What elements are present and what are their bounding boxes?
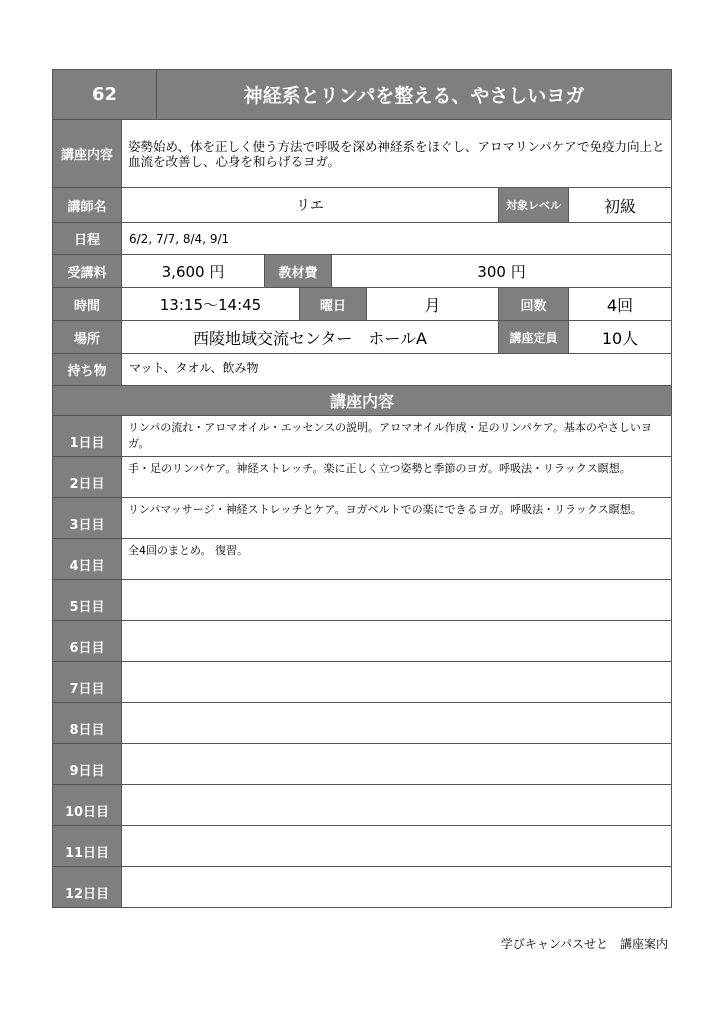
course-sheet — [52, 69, 672, 908]
day-row — [52, 744, 672, 785]
day-text: 全4回のまとめ。 復習。 — [121, 539, 671, 579]
day-row — [52, 826, 672, 867]
day-label: 3日目 — [53, 498, 121, 538]
content-label: 講座内容 — [53, 120, 121, 187]
day-label: 9日目 — [53, 744, 121, 784]
day-row — [52, 867, 672, 908]
day-label: 4日目 — [53, 539, 121, 579]
fee-label: 受講料 — [53, 255, 121, 287]
course-number: 62 — [53, 70, 156, 119]
course-title: 神経系とリンパを整える、やさしいヨガ — [156, 70, 671, 119]
title-row — [52, 69, 672, 120]
sessions-value: 4回 — [568, 288, 671, 320]
material-fee-value: 300 円 — [331, 255, 671, 287]
weekday-label: 曜日 — [299, 288, 366, 320]
place-label: 場所 — [53, 321, 121, 353]
day-row — [52, 785, 672, 826]
day-row — [52, 498, 672, 539]
day-label: 11日目 — [53, 826, 121, 866]
content-text: 姿勢始め、体を正しく使う方法で呼吸を深め神経系をほぐし、アロマリンパケアで免疫力向上と血流を改善し、心身を和らげるヨガ。 — [121, 120, 671, 187]
schedule-label: 日程 — [53, 223, 121, 254]
day-row — [52, 539, 672, 580]
weekday-value: 月 — [366, 288, 498, 320]
day-row — [52, 457, 672, 498]
day-label: 8日目 — [53, 703, 121, 743]
instructor-label: 講師名 — [53, 188, 121, 222]
fee-row — [52, 255, 672, 288]
day-label: 12日目 — [53, 867, 121, 907]
day-row — [52, 703, 672, 744]
time-value: 13:15～14:45 — [121, 288, 299, 320]
section-title: 講座内容 — [52, 386, 672, 416]
day-row — [52, 416, 672, 457]
day-text: リンパの流れ・アロマオイル・エッセンスの説明。アロマオイル作成・足のリンパケア。基本のやさしいヨガ。 — [121, 416, 671, 456]
content-row — [52, 120, 672, 188]
capacity-label: 講座定員 — [498, 321, 568, 353]
day-row — [52, 580, 672, 621]
day-label: 1日目 — [53, 416, 121, 456]
day-label: 6日目 — [53, 621, 121, 661]
day-text: 手・足のリンパケア。神経ストレッチ。楽に正しく立つ姿勢と季節のヨガ。呼吸法・リラックス瞑想。 — [121, 457, 671, 497]
capacity-value: 10人 — [568, 321, 671, 353]
day-text — [121, 703, 671, 743]
fee-value: 3,600 円 — [121, 255, 264, 287]
belongings-row — [52, 354, 672, 386]
day-text — [121, 744, 671, 784]
day-label: 2日目 — [53, 457, 121, 497]
schedule-row — [52, 223, 672, 255]
day-text — [121, 580, 671, 620]
belongings-label: 持ち物 — [53, 354, 121, 385]
place-value: 西陵地域交流センター ホールA — [121, 321, 498, 353]
time-row — [52, 288, 672, 321]
material-fee-label: 教材費 — [264, 255, 331, 287]
day-row — [52, 621, 672, 662]
time-label: 時間 — [53, 288, 121, 320]
day-text: リンパマッサージ・神経ストレッチとケア。ヨガベルトでの楽にできるヨガ。呼吸法・リラックス瞑想。 — [121, 498, 671, 538]
sessions-label: 回数 — [498, 288, 568, 320]
level-value: 初級 — [568, 188, 671, 222]
day-label: 7日目 — [53, 662, 121, 702]
day-text — [121, 785, 671, 825]
footer-text: 学びキャンパスせと 講座案内 — [500, 937, 668, 951]
day-list — [52, 416, 672, 908]
day-text — [121, 867, 671, 907]
day-label: 10日目 — [53, 785, 121, 825]
schedule-value: 6/2, 7/7, 8/4, 9/1 — [121, 223, 671, 254]
belongings-value: マット、タオル、飲み物 — [121, 354, 671, 385]
level-label: 対象レベル — [498, 188, 568, 222]
day-row — [52, 662, 672, 703]
day-text — [121, 662, 671, 702]
instructor-value: リエ — [121, 188, 498, 222]
day-text — [121, 621, 671, 661]
place-row — [52, 321, 672, 354]
day-text — [121, 826, 671, 866]
instructor-row — [52, 188, 672, 223]
day-label: 5日目 — [53, 580, 121, 620]
